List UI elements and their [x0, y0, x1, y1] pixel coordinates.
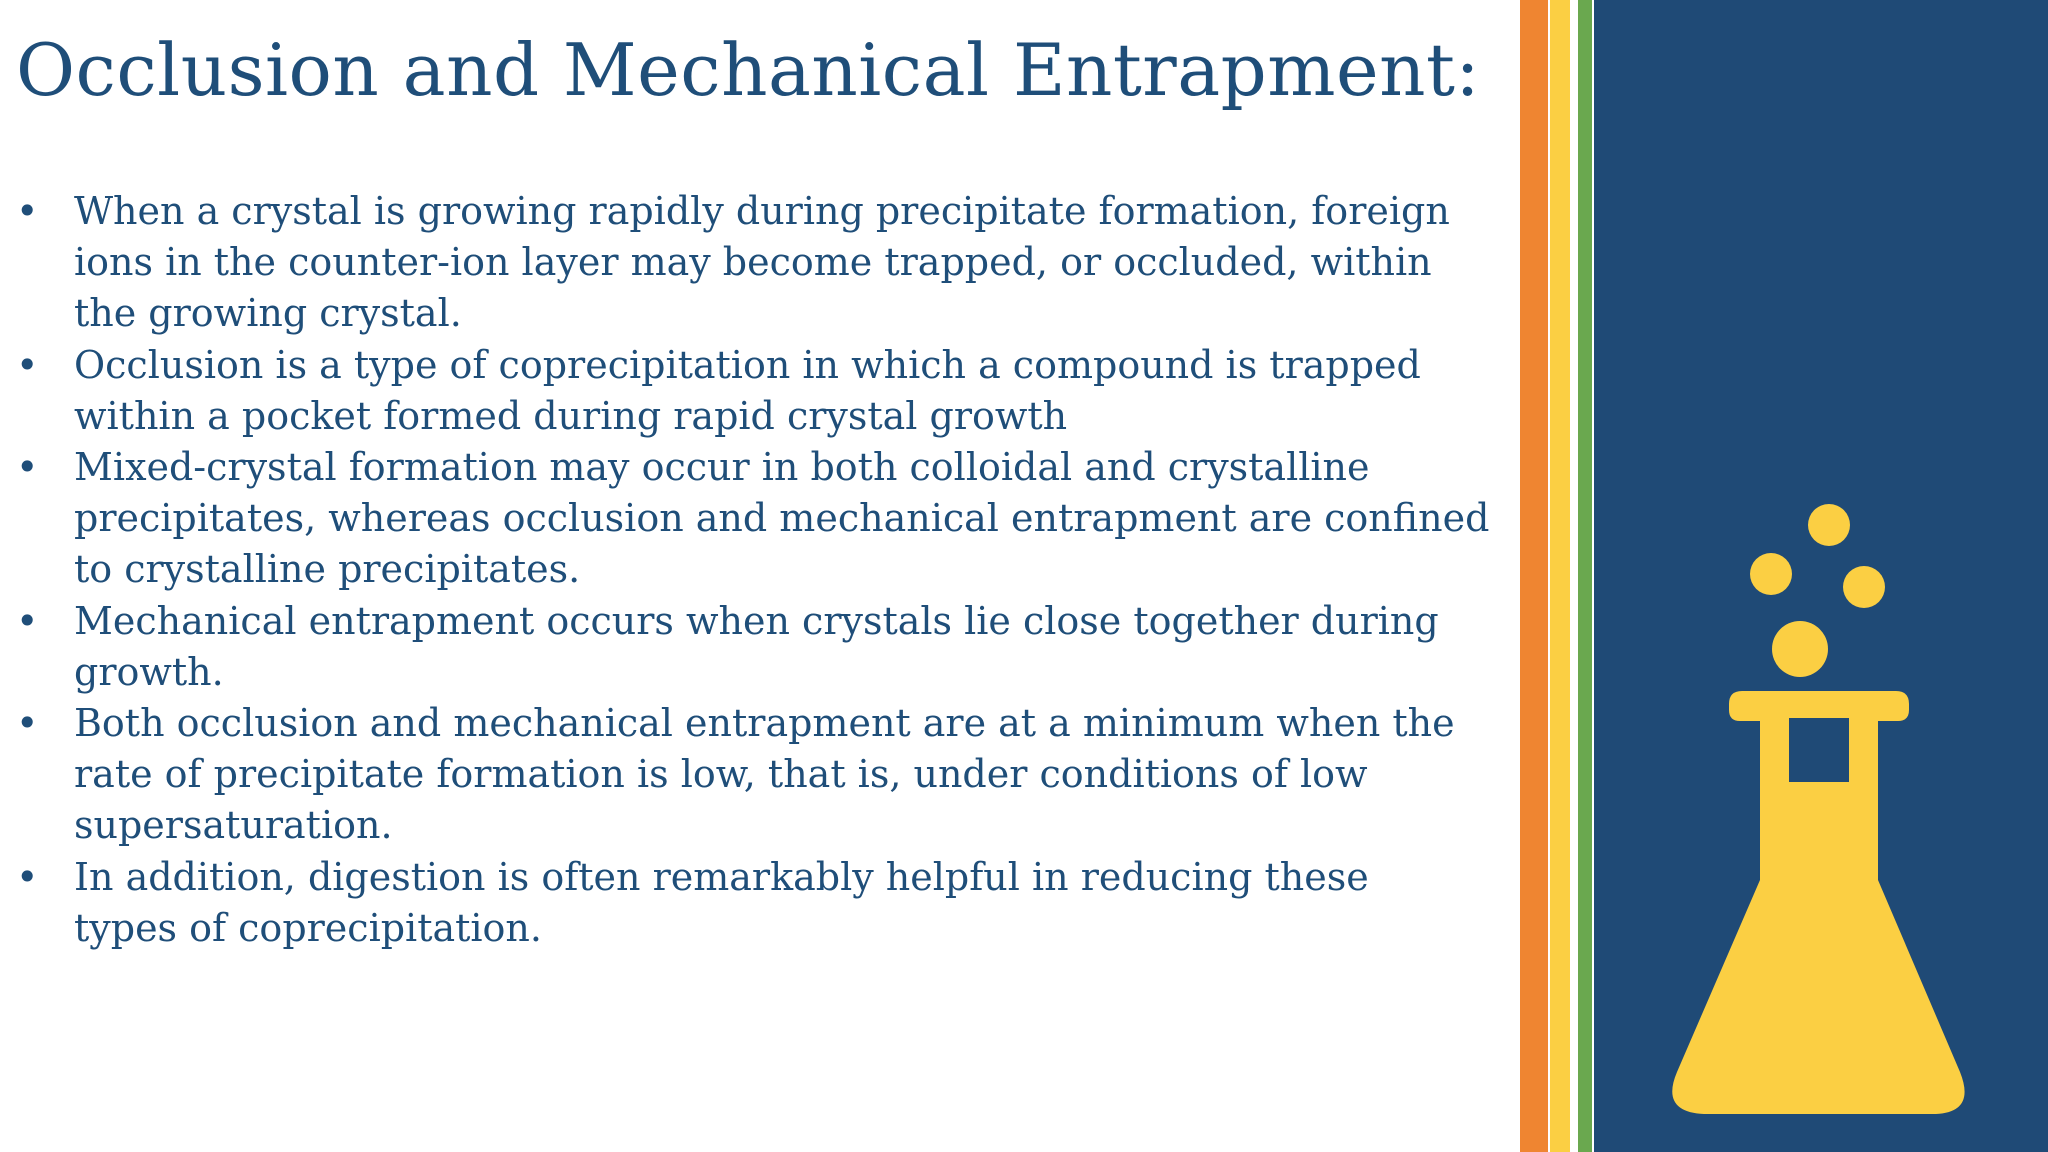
bullet-item — [16, 442, 1516, 596]
bullet-dot: • — [16, 189, 39, 233]
divider-stripe — [1570, 0, 1578, 1152]
bullet-line: supersaturation. — [74, 803, 393, 848]
bullet-item — [16, 852, 1516, 954]
bullet-item — [16, 340, 1516, 442]
bullet-line: the growing crystal. — [74, 291, 462, 336]
bullet-dot: • — [16, 854, 39, 899]
bullet-item — [16, 186, 1516, 340]
bullet-line: to crystalline precipitates. — [74, 547, 581, 592]
bullet-list — [16, 186, 1516, 954]
bullet-dot: • — [16, 598, 39, 643]
bullet-line: Both occlusion and mechanical entrapment are at a minimum when the — [74, 701, 1455, 746]
bullet-line: types of coprecipitation. — [74, 905, 542, 950]
green-stripe — [1578, 0, 1592, 1152]
orange-stripe — [1520, 0, 1548, 1152]
bullet-line: Occlusion is a type of coprecipitation in which a compound is trapped — [74, 342, 1421, 387]
bullet-line: growth. — [74, 649, 224, 694]
bullet-line: Mechanical entrapment occurs when crystals lie close together during — [74, 598, 1439, 643]
bullet-item — [16, 596, 1516, 698]
bullet-line: ions in the counter-ion layer may become trapped, or occluded, within — [74, 240, 1432, 285]
yellow-stripe — [1550, 0, 1570, 1152]
bubble — [1843, 566, 1885, 608]
bubble — [1808, 504, 1850, 546]
bullet-item — [16, 698, 1516, 852]
bullet-line: When a crystal is growing rapidly during precipitate formation, foreign — [74, 189, 1450, 233]
bullet-line: within a pocket formed during rapid crystal growth — [74, 393, 1068, 438]
bullet-line: In addition, digestion is often remarkably helpful in reducing these — [74, 854, 1369, 899]
bullet-dot: • — [16, 342, 39, 387]
bullet-dot: • — [16, 701, 39, 746]
flask-body — [1672, 691, 1964, 1114]
slide-title: Occlusion and Mechanical Entrapment: — [16, 28, 1481, 112]
bubble — [1750, 553, 1792, 595]
bullet-line: Mixed-crystal formation may occur in both colloidal and crystalline — [74, 445, 1370, 490]
bullet-dot: • — [16, 445, 39, 490]
bubble — [1772, 621, 1828, 677]
bullet-line: rate of precipitate formation is low, that is, under conditions of low — [74, 752, 1368, 797]
bullet-line: precipitates, whereas occlusion and mechanical entrapment are confined — [74, 496, 1490, 541]
flask-icon — [1660, 490, 1980, 1130]
